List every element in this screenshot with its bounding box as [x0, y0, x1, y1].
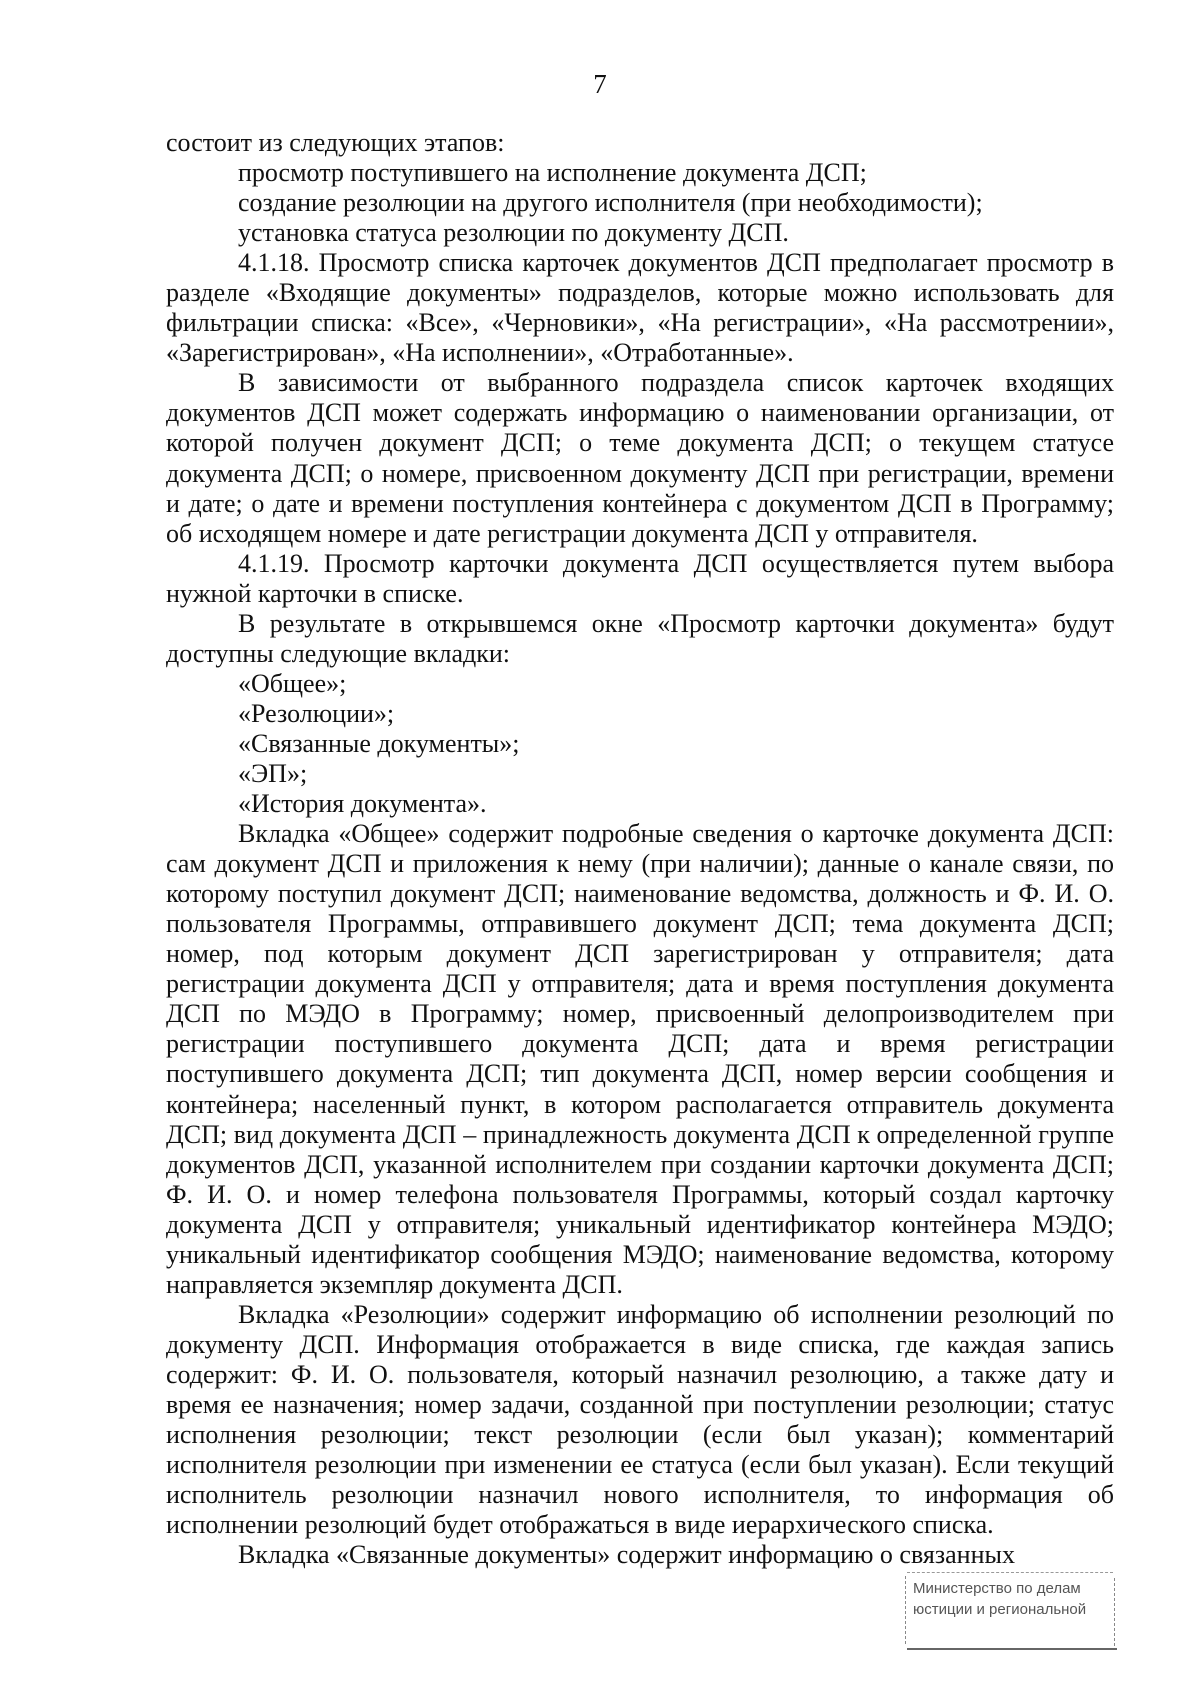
stamp-border-left	[905, 1576, 906, 1644]
stamp-border-bottom	[907, 1648, 1117, 1650]
document-body	[166, 128, 1114, 1570]
list-item-tab-resolutions: «Резолюции»;	[238, 698, 395, 728]
list-item-stage-3: установка статуса резолюции по документу ДСП.	[238, 218, 789, 248]
paragraph-tab-general: Вкладка «Общее» содержит подробные сведения о карточке документа ДСП: сам документ ДСП и приложения к нему (при наличии); данные о канале связи, по которому поступил документ ДСП; наименование ведомства, должность и Ф. И. О. пользователя Программы, отправившего документ ДСП; тема документа ДСП; номер, под которым документ ДСП зарегистрирован у отправителя; дата регистрации документа ДСП у отправителя; дата и время поступления документа ДСП по МЭДО в Программу; номер, присвоенный делопроизводителем при регистрации поступившего документа ДСП; дата и время регистрации поступившего документа ДСП; тип документа ДСП, номер версии сообщения и контейнера; населенный пункт, в котором располагается отправитель документа ДСП; вид документа ДСП – принадлежность документа ДСП к определенной группе документов ДСП, указанной исполнителем при создании карточки документа ДСП; Ф. И. О. и номер телефона пользователя Программы, который создал карточку документа ДСП у отправителя; уникальный идентификатор контейнера МЭДО; уникальный идентификатор сообщения МЭДО; наименование ведомства, которому направляется экземпляр документа ДСП.	[166, 819, 1114, 1299]
stamp-line-1: Министерство по делам	[913, 1580, 1081, 1597]
ministry-stamp	[905, 1572, 1117, 1656]
list-item-stage-1: просмотр поступившего на исполнение документа ДСП;	[238, 158, 867, 188]
stamp-border-right	[1114, 1578, 1115, 1646]
paragraph-list-contents: В зависимости от выбранного подраздела список карточек входящих документов ДСП может содержать информацию о наименовании организации, от которой получен документ ДСП; о теме документа ДСП; о текущем статусе документа ДСП; о номере, присвоенном документу ДСП при регистрации, времени и дате; о дате и времени поступления контейнера с документом ДСП в Программу; об исходящем номере и дате регистрации документа ДСП у отправителя.	[166, 368, 1114, 548]
list-item-stage-2: создание резолюции на другого исполнителя (при необходимости);	[238, 188, 983, 218]
paragraph-4-1-19: 4.1.19. Просмотр карточки документа ДСП осуществляется путем выбора нужной карточки в списке.	[166, 548, 1114, 608]
list-item-tab-related: «Связанные документы»;	[238, 728, 520, 758]
stamp-line-2: юстиции и региональной	[913, 1601, 1087, 1618]
list-item-tab-ep: «ЭП»;	[238, 758, 308, 788]
paragraph-4-1-18: 4.1.18. Просмотр списка карточек документов ДСП предполагает просмотр в разделе «Входящие документы» подразделов, которые можно использовать для фильтрации списка: «Все», «Черновики», «На регистрации», «На рассмотрении», «Зарегистрирован», «На исполнении», «Отработанные».	[166, 248, 1114, 368]
paragraph-intro: состоит из следующих этапов:	[166, 128, 505, 157]
paragraph-tabs-intro: В результате в открывшемся окне «Просмотр карточки документа» будут доступны следующие вкладки:	[166, 608, 1114, 668]
stamp-border-top	[907, 1572, 1113, 1573]
page-number: 7	[593, 69, 607, 99]
list-item-tab-history: «История документа».	[238, 789, 487, 819]
paragraph-tab-resolutions: Вкладка «Резолюции» содержит информацию об исполнении резолюций по документу ДСП. Информация отображается в виде списка, где каждая запись содержит: Ф. И. О. пользователя, который назначил резолюцию, а также дату и время ее назначения; номер задачи, созданной при поступлении резолюции; статус исполнения резолюции; текст резолюции (если был указан); комментарий исполнителя резолюции при изменении ее статуса (если был указан). Если текущий исполнитель резолюции назначил нового исполнителя, то информация об исполнении резолюций будет отображаться в виде иерархического списка.	[166, 1299, 1114, 1540]
list-item-tab-general: «Общее»;	[238, 668, 347, 698]
paragraph-tab-related: Вкладка «Связанные документы» содержит информацию о связанных	[238, 1540, 1015, 1570]
